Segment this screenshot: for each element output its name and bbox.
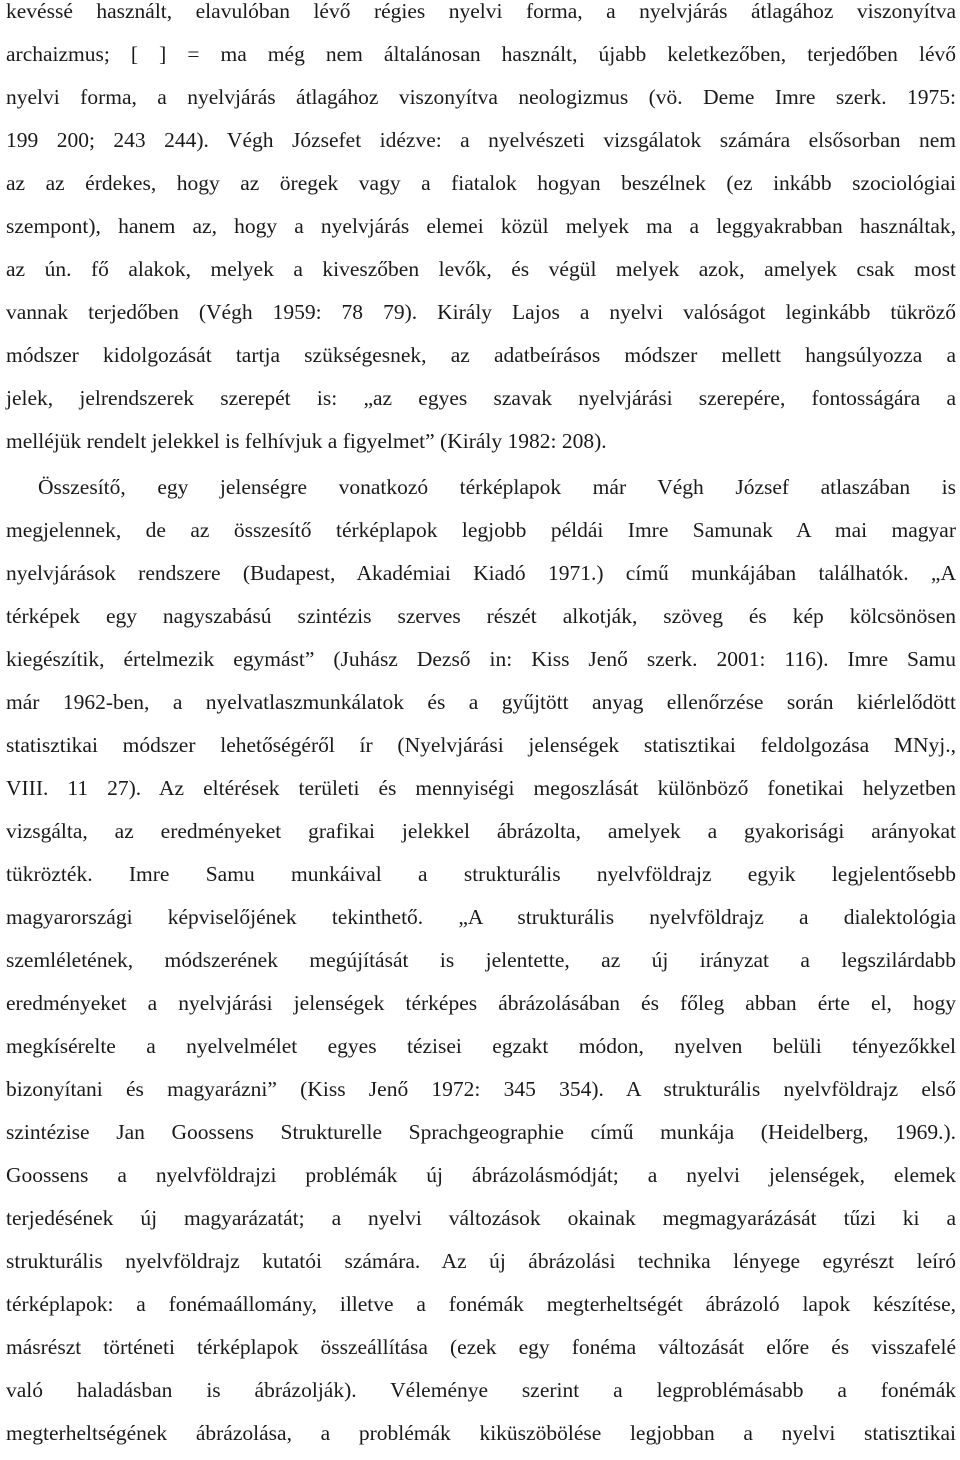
text-line: térképlapok: a fonémaállomány, illetve a fonémák megterheltségét ábrázoló lapok készítése,: [6, 1292, 956, 1316]
text-line: bizonyítani és magyarázni” (Kiss Jenő 1972: 345 354). A strukturális nyelvföldrajz első: [6, 1077, 956, 1101]
text-line: megterheltségének ábrázolása, a problémák kiküszöbölése legjobban a nyelvi statisztikai: [6, 1421, 956, 1445]
text-line: tükrözték. Imre Samu munkáival a strukturális nyelvföldrajz egyik legjelentősebb: [6, 862, 956, 886]
text-line: eredményeket a nyelvjárási jelenségek térképes ábrázolásában és főleg abban érte el, hogy: [6, 991, 956, 1015]
text-line: szintézise Jan Goossens Strukturelle Sprachgeographie című munkája (Heidelberg, 1969.).: [6, 1120, 956, 1144]
text-line: archaizmus; [ ] = ma még nem általánosan használt, újabb keletkezőben, terjedőben lévő: [6, 42, 956, 66]
text-line: módszer kidolgozását tartja szükségesnek, az adatbeírásos módszer mellett hangsúlyozza a: [6, 343, 956, 367]
text-line: strukturális nyelvföldrajz kutatói számára. Az új ábrázolási technika lényege egyrészt leíró: [6, 1249, 956, 1273]
text-line: kevéssé használt, elavulóban lévő régies nyelvi forma, a nyelvjárás átlagához viszonyítva: [6, 0, 956, 23]
text-line: melléjük rendelt jelekkel is felhívjuk a figyelmet” (Király 1982: 208).: [6, 429, 607, 453]
text-line: statisztikai módszer lehetőségéről ír (Nyelvjárási jelenségek statisztikai feldolgozása MNyj.,: [6, 733, 956, 757]
text-line: vizsgálta, az eredményeket grafikai jelekkel ábrázolta, amelyek a gyakorisági arányokat: [6, 819, 956, 843]
text-line: nyelvjárások rendszere (Budapest, Akadémiai Kiadó 1971.) című munkájában találhatók. „A: [6, 561, 956, 585]
text-line: másrészt történeti térképlapok összeállítása (ezek egy fonéma változását előre és visszafelé: [6, 1335, 956, 1359]
text-line: az ún. fő alakok, melyek a kiveszőben levők, és végül melyek azok, amelyek csak most: [6, 257, 956, 281]
text-line: vannak terjedőben (Végh 1959: 78 79). Király Lajos a nyelvi valóságot leginkább tükröző: [6, 300, 956, 324]
text-line: szemléletének, módszerének megújítását is jelentette, az új irányzat a legszilárdabb: [6, 948, 956, 972]
text-line: térképek egy nagyszabású szintézis szerves részét alkotják, szöveg és kép kölcsönösen: [6, 604, 956, 628]
text-line: terjedésének új magyarázatát; a nyelvi változások okainak megmagyarázását tűzi ki a: [6, 1206, 956, 1230]
text-line: megjelennek, de az összesítő térképlapok legjobb példái Imre Samunak A mai magyar: [6, 518, 956, 542]
text-line: az az érdekes, hogy az öregek vagy a fiatalok hogyan beszélnek (ez inkább szociológiai: [6, 171, 956, 195]
text-line: Goossens a nyelvföldrajzi problémák új ábrázolásmódját; a nyelvi jelenségek, elemek: [6, 1163, 956, 1187]
text-line: VIII. 11 27). Az eltérések területi és mennyiségi megoszlását különböző fonetikai helyzetben: [6, 776, 956, 800]
text-line: jelek, jelrendszerek szerepét is: „az egyes szavak nyelvjárási szerepére, fontosságára a: [6, 386, 956, 410]
text-line: nyelvi forma, a nyelvjárás átlagához viszonyítva neologizmus (vö. Deme Imre szerk. 1975:: [6, 85, 956, 109]
text-line: Összesítő, egy jelenségre vonatkozó térképlapok már Végh József atlaszában is: [38, 475, 956, 499]
text-line: szempont), hanem az, hogy a nyelvjárás elemei közül melyek ma a leggyakrabban használtak,: [6, 214, 956, 238]
text-line: magyarországi képviselőjének tekinthető. „A strukturális nyelvföldrajz a dialektológia: [6, 905, 956, 929]
text-line: már 1962-ben, a nyelvatlaszmunkálatok és a gyűjtött anyag ellenőrzése során kiérlelődött: [6, 690, 956, 714]
text-line: kiegészítik, értelmezik egymást” (Juhász Dezső in: Kiss Jenő szerk. 2001: 116). Imre Samu: [6, 647, 956, 671]
text-line: megkísérelte a nyelvelmélet egyes tézisei egzakt módon, nyelven belüli tényezőkkel: [6, 1034, 956, 1058]
text-line: való haladásban is ábrázolják). Véleménye szerint a legproblémásabb a fonémák: [6, 1378, 956, 1402]
text-line: 199 200; 243 244). Végh Józsefet idézve: a nyelvészeti vizsgálatok számára elsősorban nem: [6, 128, 956, 152]
